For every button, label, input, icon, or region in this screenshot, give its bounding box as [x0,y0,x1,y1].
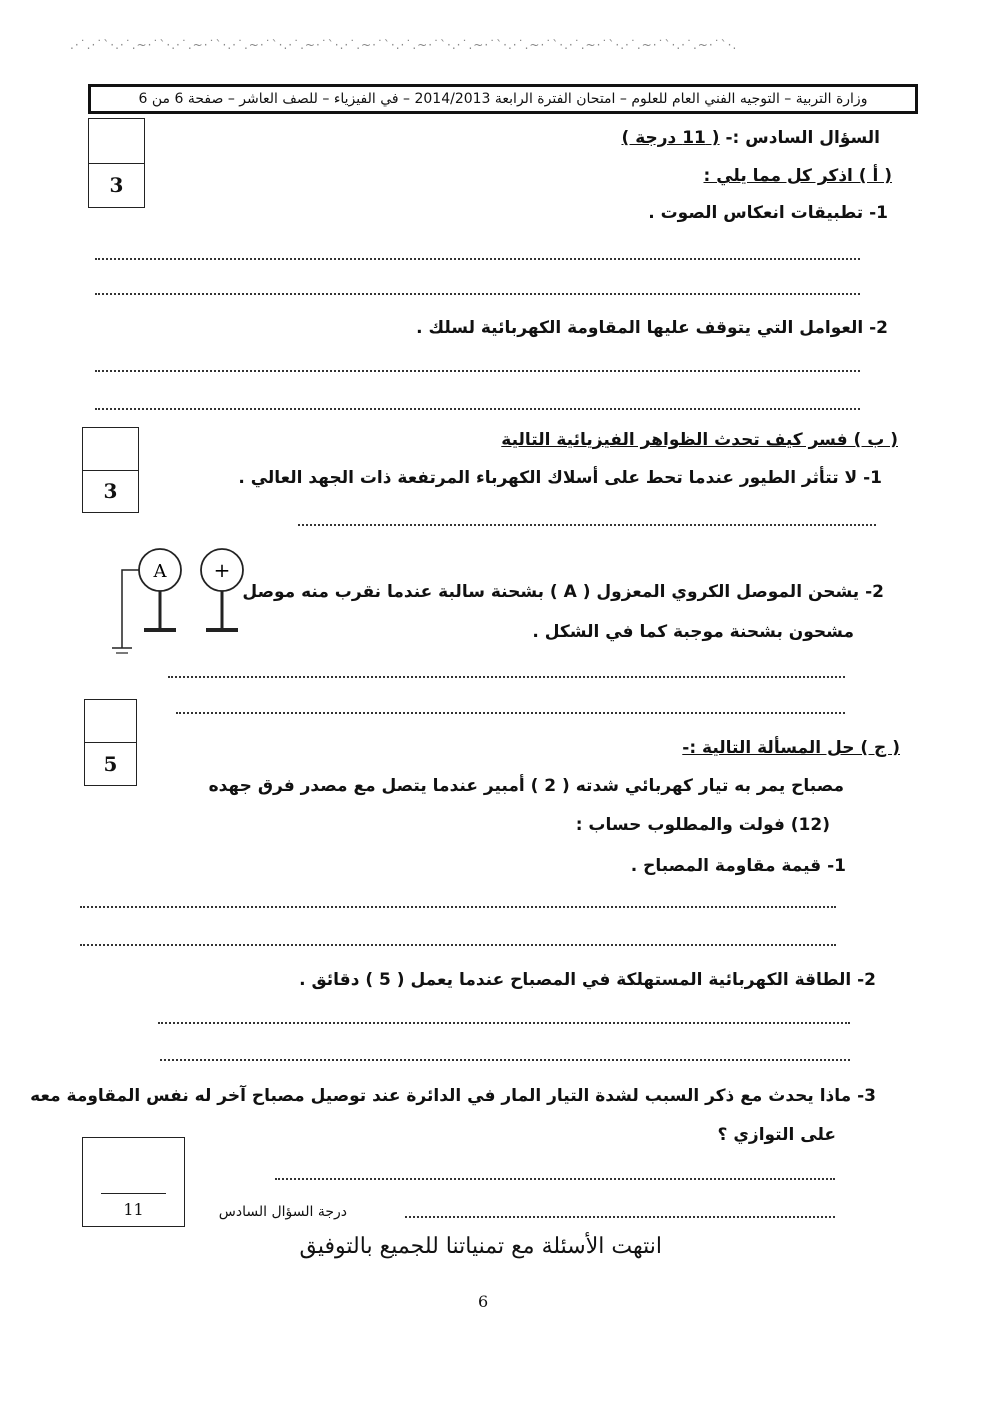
part-a-item-1: 1- تطبيقات انعكاس الصوت . [648,203,888,223]
question-number: السؤال السادس :- [725,128,880,148]
problem-line-1: مصباح يمر به تيار كهربائي شدته ( 2 ) أمبير عندما يتصل مع مصدر فرق جهده [208,776,844,796]
part-c-title: ( ج ) حل المسألة التالية :- [682,738,900,758]
sphere-a-label: A [153,561,167,582]
question-marks: ( 11 درجة ) [621,128,720,148]
problem-line-2: (12) فولت والمطلوب حساب : [575,815,830,835]
charged-spheres-diagram [100,540,260,665]
answer-line [168,676,845,678]
answer-line [176,712,845,714]
part-c-item-1: 1- قيمة مقاومة المصباح . [630,856,846,876]
score-box-a [88,118,145,208]
question-grade-label: درجة السؤال السادس [218,1204,347,1220]
part-c-item-3-line-1: 3- ماذا يحدث مع ذكر السبب لشدة التيار المار في الدائرة عند توصيل مصباح آخر له نفس المقاومة معه [30,1086,876,1106]
score-box-c [84,699,137,786]
answer-line [95,293,860,295]
answer-line [80,944,836,946]
part-c-item-2: 2- الطاقة الكهربائية المستهلكة في المصباح عندما يعمل ( 5 ) دقائق . [299,970,876,990]
answer-line [298,524,876,526]
answer-line [275,1178,835,1180]
page-header: وزارة التربية – التوجيه الفني العام للعلوم – امتحان الفترة الرابعة 2014/2013 – في الفيزياء – للصف العاشر – صفحة 6 من 6 [88,84,918,114]
ground-wire [122,570,140,648]
sphere-positive-label: + [213,558,231,582]
part-b-title: ( ب ) فسر كيف تحدث الظواهر الفيزيائية التالية [501,430,898,450]
part-b-item-2-line-2: مشحون بشحنة موجبة كما في الشكل . [532,622,854,642]
answer-line [80,906,836,908]
part-b-item-2-line-1: 2- يشحن الموصل الكروي المعزول ( A ) بشحنة سالبة عندما نقرب منه موصل [242,582,884,602]
question-title [622,128,881,148]
part-a-title: ( أ ) اذكر كل مما يلي : [703,166,892,186]
answer-line [160,1059,850,1061]
header-scribble: .·˙.·˙`·.·˙.~·˙`·.·˙.~·˙`·.·˙.~·˙`·.·˙.~·˙`·.·˙.~·˙`·.·˙.~·˙`·.·˙.~·˙`·.·˙.~·˙`·.·˙.~·˙`·.·˙.~·˙`·.·˙.~·˙`·. [70,38,738,52]
answer-line [95,408,860,410]
part-b-item-1: 1- لا تتأثر الطيور عندما تحط على أسلاك الكهرباء المرتفعة ذات الجهد العالي . [238,468,882,488]
part-c-item-3-line-2: على التوازي ؟ [717,1125,836,1145]
closing-message: انتهت الأسئلة مع تمنياتنا للجميع بالتوفيق [299,1234,662,1259]
score-box-b [82,427,139,513]
score-c: 5 [103,752,118,776]
answer-line [158,1022,850,1024]
answer-line [95,258,860,260]
part-a-item-2: 2- العوامل التي يتوقف عليها المقاومة الكهربائية لسلك . [416,318,888,338]
answer-line [95,370,860,372]
score-a: 3 [109,173,124,198]
question-grade-box [82,1137,185,1227]
answer-line [405,1216,835,1218]
question-grade-value: 11 [123,1200,144,1219]
page-number: 6 [478,1292,489,1311]
score-b: 3 [103,479,118,504]
